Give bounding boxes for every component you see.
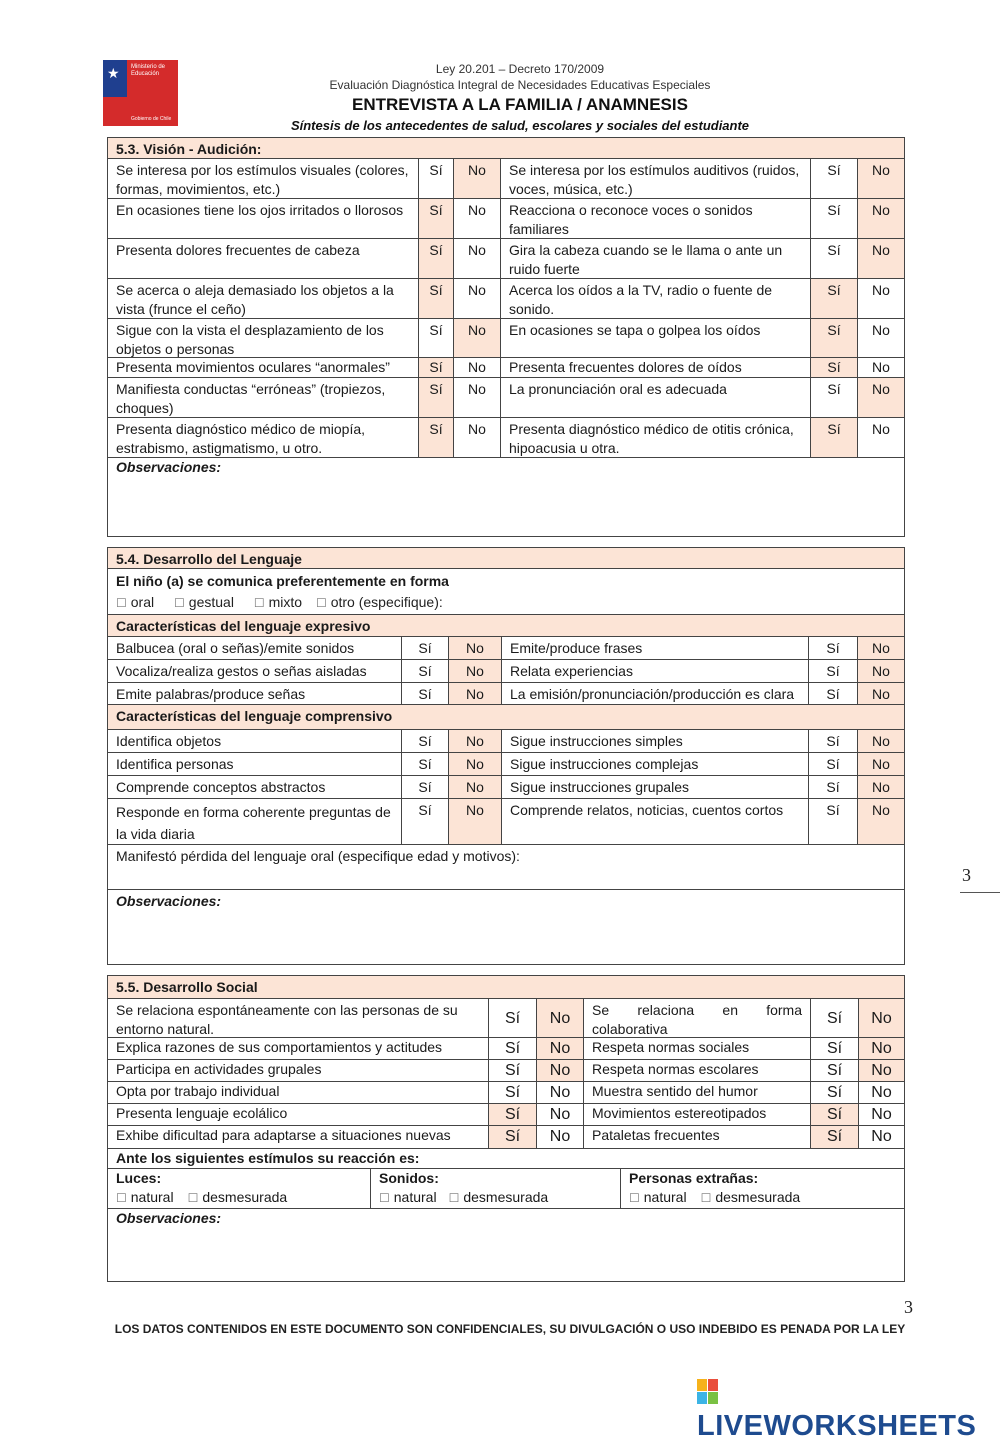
- question: Sigue con la vista el desplazamiento de los objetos o personas: [116, 322, 384, 357]
- yes-option[interactable]: Sí: [418, 199, 453, 238]
- yes-option[interactable]: Sí: [418, 319, 453, 357]
- table-row: [108, 798, 904, 844]
- ministry-logo: [103, 60, 178, 126]
- no-option[interactable]: No: [453, 319, 500, 357]
- no-option[interactable]: No: [858, 1060, 904, 1081]
- no-option[interactable]: No: [857, 358, 904, 377]
- table-row: [108, 1059, 904, 1081]
- no-option[interactable]: No: [858, 1104, 904, 1125]
- no-option[interactable]: No: [448, 683, 501, 704]
- no-option[interactable]: No: [858, 999, 904, 1037]
- no-option[interactable]: No: [857, 799, 904, 844]
- communication-row: [108, 568, 904, 614]
- yes-option[interactable]: Sí: [808, 753, 857, 775]
- checkbox-icon[interactable]: ☐: [187, 1191, 199, 1205]
- yes-option[interactable]: Sí: [488, 1126, 536, 1148]
- evaluation-line: Evaluación Diagnóstica Integral de Necesidades Educativas Especiales: [329, 78, 711, 92]
- question: Responde en forma coherente preguntas de la vida diaria: [116, 804, 391, 842]
- question: Reacciona o reconoce voces o sonidos familiares: [500, 199, 810, 238]
- question: Opta por trabajo individual: [116, 1083, 280, 1099]
- option-oral[interactable]: oral: [130, 594, 155, 610]
- question: Presenta diagnóstico médico de miopía, estrabismo, astigmatismo, u otro.: [116, 421, 366, 456]
- question: Acerca los oídos a la TV, radio o fuente de sonido.: [500, 279, 810, 318]
- table-row: [108, 636, 904, 659]
- page-subtitle: Síntesis de los antecedentes de salud, escolares y sociales del estudiante: [290, 118, 750, 133]
- no-option[interactable]: No: [453, 239, 500, 278]
- no-option[interactable]: No: [448, 776, 501, 798]
- table-row: [108, 377, 904, 417]
- checkbox-icon[interactable]: ☐: [116, 1191, 127, 1205]
- yes-option[interactable]: Sí: [808, 637, 857, 659]
- yes-option[interactable]: Sí: [418, 159, 453, 198]
- question: En ocasiones se tapa o golpea los oídos: [500, 319, 810, 357]
- communication-cell: [108, 569, 904, 614]
- no-option[interactable]: No: [858, 1126, 904, 1148]
- yes-option[interactable]: Sí: [401, 637, 448, 659]
- section-title: 5.3. Visión - Audición:: [108, 138, 904, 158]
- table-row: [108, 198, 904, 238]
- yes-option[interactable]: Sí: [810, 1082, 858, 1103]
- no-option[interactable]: No: [857, 418, 904, 457]
- table-row: [108, 158, 904, 198]
- stimuli-title: Ante los siguientes estímulos su reacción es:: [116, 1150, 420, 1166]
- table-row: [108, 682, 904, 704]
- option-otro[interactable]: otro (especifique):: [330, 594, 443, 610]
- yes-option[interactable]: Sí: [810, 319, 857, 357]
- yes-option[interactable]: Sí: [488, 1082, 536, 1103]
- divider: [960, 892, 1000, 893]
- checkbox-icon[interactable]: ☐: [253, 596, 265, 610]
- observations-label: Observaciones:: [116, 459, 222, 475]
- page-title: ENTREVISTA A LA FAMILIA / ANAMNESIS: [352, 95, 688, 114]
- stimulus-strangers: [620, 1169, 904, 1208]
- comprehensive-title: Características del lenguaje comprensivo: [108, 704, 904, 729]
- question: Vocaliza/realiza gestos o señas aisladas: [116, 663, 367, 679]
- language-table: [107, 547, 905, 965]
- yes-option[interactable]: Sí: [401, 753, 448, 775]
- stimulus-label: Sonidos:: [379, 1170, 439, 1186]
- table-row: [108, 318, 904, 357]
- table-row: [108, 238, 904, 278]
- no-option[interactable]: No: [448, 660, 501, 682]
- table-row: [108, 278, 904, 318]
- page-number: 3: [904, 1297, 913, 1317]
- yes-option[interactable]: Sí: [488, 1038, 536, 1059]
- yes-option[interactable]: Sí: [810, 358, 857, 377]
- table-row: [108, 775, 904, 798]
- no-option[interactable]: No: [453, 279, 500, 318]
- side-page-number: 3: [962, 865, 971, 885]
- confidentiality-footer: LOS DATOS CONTENIDOS EN ESTE DOCUMENTO SON CONFIDENCIALES, SU DIVULGACIÓN O USO INDEBIDO ES PENADA POR LA LEY: [114, 1322, 906, 1336]
- table-row: [108, 659, 904, 682]
- question: Respeta normas sociales: [583, 1038, 810, 1059]
- question: Se interesa por los estímulos visuales (colores, formas, movimientos, etc.): [116, 162, 409, 197]
- table-row: [108, 357, 904, 377]
- table-row: [108, 1103, 904, 1125]
- table-row: [108, 1037, 904, 1059]
- stimulus-sounds: [370, 1169, 620, 1208]
- question: Presenta frecuentes dolores de oídos: [500, 358, 810, 377]
- yes-option[interactable]: Sí: [418, 279, 453, 318]
- question: Identifica personas: [116, 756, 234, 772]
- no-option[interactable]: No: [857, 319, 904, 357]
- no-option[interactable]: No: [857, 279, 904, 318]
- yes-option[interactable]: Sí: [401, 776, 448, 798]
- no-option[interactable]: No: [857, 730, 904, 752]
- question: Relata experiencias: [501, 660, 808, 682]
- no-option[interactable]: No: [857, 776, 904, 798]
- table-row: [108, 1081, 904, 1103]
- checkbox-icon[interactable]: ☐: [379, 1191, 390, 1205]
- question: Movimientos estereotipados: [583, 1104, 810, 1125]
- question: Participa en actividades grupales: [116, 1061, 322, 1077]
- yes-option[interactable]: Sí: [808, 683, 857, 704]
- table-row: [108, 752, 904, 775]
- logo-text: Ministerio de Educación: [131, 64, 166, 77]
- option-desmesurada[interactable]: desmesurada: [202, 1189, 288, 1205]
- checkbox-icon[interactable]: ☐: [448, 1191, 460, 1205]
- liveworksheets-watermark: [697, 1377, 1000, 1443]
- no-option[interactable]: No: [453, 378, 500, 417]
- yes-option[interactable]: Sí: [488, 1104, 536, 1125]
- observations-box[interactable]: [108, 1208, 904, 1281]
- section-title: 5.4. Desarrollo del Lenguaje: [108, 548, 904, 568]
- vision-table: [107, 137, 905, 537]
- no-option[interactable]: No: [858, 1038, 904, 1059]
- yes-option[interactable]: Sí: [401, 660, 448, 682]
- liveworksheets-logo-icon: [697, 1379, 719, 1405]
- yes-option[interactable]: Sí: [401, 730, 448, 752]
- question: La pronunciación oral es adecuada: [500, 378, 810, 417]
- no-option[interactable]: No: [857, 159, 904, 198]
- social-table: [107, 975, 905, 1282]
- language-loss-row[interactable]: [108, 844, 904, 889]
- question: En ocasiones tiene los ojos irritados o llorosos: [116, 202, 404, 218]
- stimulus-lights: [108, 1169, 370, 1208]
- option-natural[interactable]: natural: [393, 1189, 437, 1205]
- option-desmesurada[interactable]: desmesurada: [463, 1189, 549, 1205]
- question: Explica razones de sus comportamientos y actitudes: [116, 1039, 443, 1055]
- question: Pataletas frecuentes: [583, 1126, 810, 1148]
- no-option[interactable]: No: [857, 239, 904, 278]
- question: Presenta movimientos oculares “anormales”: [116, 359, 390, 375]
- watermark-text: LIVEWORKSHEETS: [697, 1410, 977, 1442]
- law-line: Ley 20.201 – Decreto 170/2009: [435, 62, 605, 76]
- question: Exhibe dificultad para adaptarse a situaciones nuevas: [116, 1127, 451, 1143]
- no-option[interactable]: No: [857, 378, 904, 417]
- question: Identifica objetos: [116, 733, 222, 749]
- option-natural[interactable]: natural: [643, 1189, 687, 1205]
- no-option[interactable]: No: [453, 418, 500, 457]
- question: Presenta dolores frecuentes de cabeza: [116, 242, 360, 258]
- yes-option[interactable]: Sí: [810, 1060, 858, 1081]
- no-option[interactable]: No: [448, 753, 501, 775]
- yes-option[interactable]: Sí: [401, 799, 448, 844]
- yes-option[interactable]: Sí: [810, 199, 857, 238]
- question: [583, 999, 810, 1037]
- yes-option[interactable]: Sí: [418, 418, 453, 457]
- yes-option[interactable]: Sí: [810, 999, 858, 1037]
- no-option[interactable]: No: [857, 637, 904, 659]
- no-option[interactable]: No: [858, 1082, 904, 1103]
- yes-option[interactable]: Sí: [401, 683, 448, 704]
- question: Muestra sentido del humor: [583, 1082, 810, 1103]
- stimulus-label: Personas extrañas:: [629, 1170, 759, 1186]
- question: Se acerca o aleja demasiado los objetos a la vista (frunce el ceño): [116, 282, 394, 317]
- communication-label: El niño (a) se comunica preferentemente en forma: [116, 573, 449, 589]
- section-title: 5.5. Desarrollo Social: [108, 976, 904, 998]
- yes-option[interactable]: Sí: [810, 279, 857, 318]
- yes-option[interactable]: Sí: [808, 799, 857, 844]
- no-option[interactable]: No: [536, 1104, 583, 1125]
- question: Emite/produce frases: [501, 637, 808, 659]
- yes-option[interactable]: Sí: [418, 239, 453, 278]
- logo-subtext: Gobierno de Chile: [131, 116, 172, 122]
- checkbox-icon[interactable]: ☐: [116, 596, 127, 610]
- question: Sigue instrucciones simples: [501, 730, 808, 752]
- no-option[interactable]: No: [448, 637, 501, 659]
- yes-option[interactable]: Sí: [808, 776, 857, 798]
- expressive-title: Características del lenguaje expresivo: [108, 614, 904, 636]
- question: Comprende conceptos abstractos: [116, 779, 326, 795]
- language-loss-label: Manifestó pérdida del lenguaje oral (especifique edad y motivos):: [116, 848, 520, 864]
- observations-label: Observaciones:: [116, 1210, 222, 1226]
- yes-option[interactable]: Sí: [418, 378, 453, 417]
- no-option[interactable]: No: [448, 730, 501, 752]
- no-option[interactable]: No: [448, 799, 501, 844]
- question: Comprende relatos, noticias, cuentos cortos: [501, 799, 808, 844]
- observations-label: Observaciones:: [116, 893, 222, 909]
- yes-option[interactable]: Sí: [810, 239, 857, 278]
- stimuli-row: [108, 1168, 904, 1208]
- question: Sigue instrucciones grupales: [501, 776, 808, 798]
- question: Sigue instrucciones complejas: [501, 753, 808, 775]
- no-option[interactable]: No: [536, 1126, 583, 1148]
- question: Respeta normas escolares: [583, 1060, 810, 1081]
- star-icon: ★: [107, 65, 120, 81]
- checkbox-icon[interactable]: ☐: [700, 1191, 712, 1205]
- no-option[interactable]: No: [857, 660, 904, 682]
- yes-option[interactable]: Sí: [810, 159, 857, 198]
- question: La emisión/pronunciación/producción es clara: [501, 683, 808, 704]
- no-option[interactable]: No: [453, 358, 500, 377]
- yes-option[interactable]: Sí: [418, 358, 453, 377]
- yes-option[interactable]: Sí: [488, 999, 536, 1037]
- no-option[interactable]: No: [536, 1082, 583, 1103]
- question: Balbucea (oral o señas)/emite sonidos: [116, 640, 355, 656]
- observations-box[interactable]: [108, 889, 904, 964]
- yes-option[interactable]: Sí: [808, 730, 857, 752]
- yes-option[interactable]: Sí: [810, 1104, 858, 1125]
- observations-box[interactable]: [108, 457, 904, 536]
- no-option[interactable]: No: [536, 999, 583, 1037]
- table-row: [108, 417, 904, 457]
- checkbox-icon[interactable]: ☐: [174, 596, 185, 610]
- checkbox-icon[interactable]: ☐: [315, 596, 327, 610]
- stimuli-title-row: [108, 1148, 904, 1168]
- option-gestual[interactable]: gestual: [188, 594, 234, 610]
- option-desmesurada[interactable]: desmesurada: [715, 1189, 801, 1205]
- yes-option[interactable]: Sí: [488, 1060, 536, 1081]
- question-text: Se relaciona en forma colaborativa: [592, 1002, 802, 1037]
- table-row: [108, 998, 904, 1037]
- question: Se relaciona espontáneamente con las personas de su entorno natural.: [116, 1002, 458, 1037]
- table-row: [108, 1125, 904, 1148]
- yes-option[interactable]: Sí: [810, 1126, 858, 1148]
- checkbox-icon[interactable]: ☐: [629, 1191, 640, 1205]
- no-option[interactable]: No: [453, 199, 500, 238]
- option-natural[interactable]: natural: [130, 1189, 174, 1205]
- yes-option[interactable]: Sí: [810, 378, 857, 417]
- no-option[interactable]: No: [857, 753, 904, 775]
- table-row: [108, 729, 904, 752]
- yes-option[interactable]: Sí: [808, 660, 857, 682]
- question: Emite palabras/produce señas: [116, 686, 306, 702]
- no-option[interactable]: No: [536, 1060, 583, 1081]
- yes-option[interactable]: Sí: [810, 418, 857, 457]
- no-option[interactable]: No: [857, 683, 904, 704]
- yes-option[interactable]: Sí: [810, 1038, 858, 1059]
- no-option[interactable]: No: [857, 199, 904, 238]
- question: Se interesa por los estímulos auditivos (ruidos, voces, música, etc.): [500, 159, 810, 198]
- stimulus-label: Luces:: [116, 1170, 162, 1186]
- question: Presenta diagnóstico médico de otitis crónica, hipoacusia u otra.: [500, 418, 810, 457]
- no-option[interactable]: No: [536, 1038, 583, 1059]
- question: Gira la cabeza cuando se le llama o ante un ruido fuerte: [500, 239, 810, 278]
- question: Manifiesta conductas “erróneas” (tropiezos, choques): [116, 381, 386, 416]
- no-option[interactable]: No: [453, 159, 500, 198]
- question: Presenta lenguaje ecolálico: [116, 1105, 288, 1121]
- option-mixto[interactable]: mixto: [268, 594, 303, 610]
